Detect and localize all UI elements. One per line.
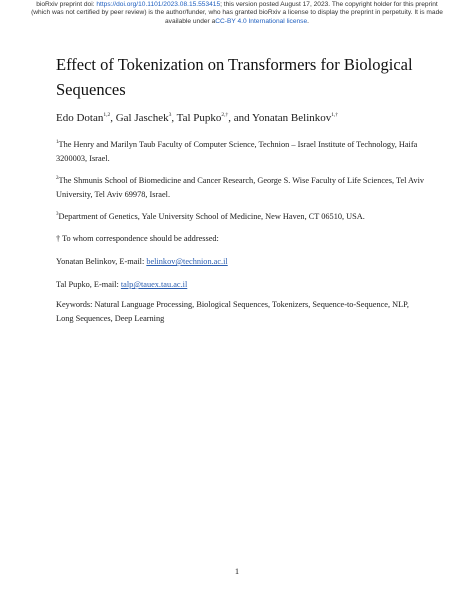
license-link[interactable]: CC-BY 4.0 International license — [215, 17, 308, 25]
affiliation-number: 3 — [56, 212, 59, 217]
affiliation-text: The Henry and Marilyn Taub Faculty of Computer Science, Technion – Israel Institute of Technology, Haifa 3200003, Israel. — [56, 140, 418, 163]
author-name: Gal Jaschek — [115, 112, 169, 124]
author-name: Tal Pupko — [176, 112, 222, 124]
author-name: Yonatan Belinkov — [252, 112, 332, 124]
doi-link[interactable]: https://doi.org/10.1101/2023.08.15.553415 — [96, 1, 221, 8]
banner-text: available under a — [165, 17, 216, 25]
contact-pupko — [56, 278, 426, 292]
banner-text: . — [307, 17, 309, 25]
affiliation-number: 2 — [56, 176, 59, 181]
affiliation-2 — [56, 172, 426, 201]
author-name: Edo Dotan — [56, 112, 104, 124]
email-link[interactable]: belinkov@technion.ac.il — [146, 257, 228, 266]
banner-text: ; this version posted August 17, 2023. The copyright holder for this preprint — [220, 1, 438, 8]
banner-line-2: (which was not certified by peer review) is the author/funder, who has granted bioRxiv a license to display the preprint in perpetuity. It is made — [31, 9, 443, 17]
banner-line-3 — [20, 18, 454, 26]
author-separator: , — [171, 112, 177, 124]
affiliation-text: Department of Genetics, Yale University School of Medicine, New Haven, CT 06510, USA. — [58, 212, 365, 221]
paper-title: Effect of Tokenization on Transformers for Biological Sequences — [56, 55, 413, 99]
affiliation-3 — [56, 208, 426, 224]
contact-label: Tal Pupko, E-mail: — [56, 280, 121, 289]
author-affiliation-mark: 1,† — [331, 112, 339, 118]
affiliation-number: 1 — [56, 140, 59, 145]
email-link[interactable]: talp@tauex.tau.ac.il — [120, 280, 188, 289]
page-number: 1 — [234, 566, 240, 576]
author-list — [56, 108, 456, 125]
correspondence-note: † To whom correspondence should be addressed: — [56, 234, 219, 243]
author-separator: , and — [228, 112, 253, 124]
contact-belinkov — [56, 255, 426, 269]
author-affiliation-mark: 1,2 — [103, 112, 111, 118]
author-separator: , — [110, 112, 116, 124]
author-affiliation-mark: 3 — [168, 112, 172, 118]
contact-label: Yonatan Belinkov, E-mail: — [56, 257, 147, 266]
affiliation-1 — [56, 136, 426, 165]
banner-line-1 — [20, 1, 454, 9]
banner-text: bioRxiv preprint doi: — [36, 1, 97, 8]
affiliation-text: The Shmunis School of Biomedicine and Cancer Research, George S. Wise Faculty of Life Sciences, Tel Aviv University, Tel Aviv 69978, Israel. — [56, 176, 425, 199]
author-affiliation-mark: 2,† — [221, 112, 229, 118]
keywords: Keywords: Natural Language Processing, Biological Sequences, Tokenizers, Sequence-to-Sequence, NLP, Long Sequences, Deep Learning — [56, 300, 409, 323]
preprint-banner — [20, 1, 454, 26]
